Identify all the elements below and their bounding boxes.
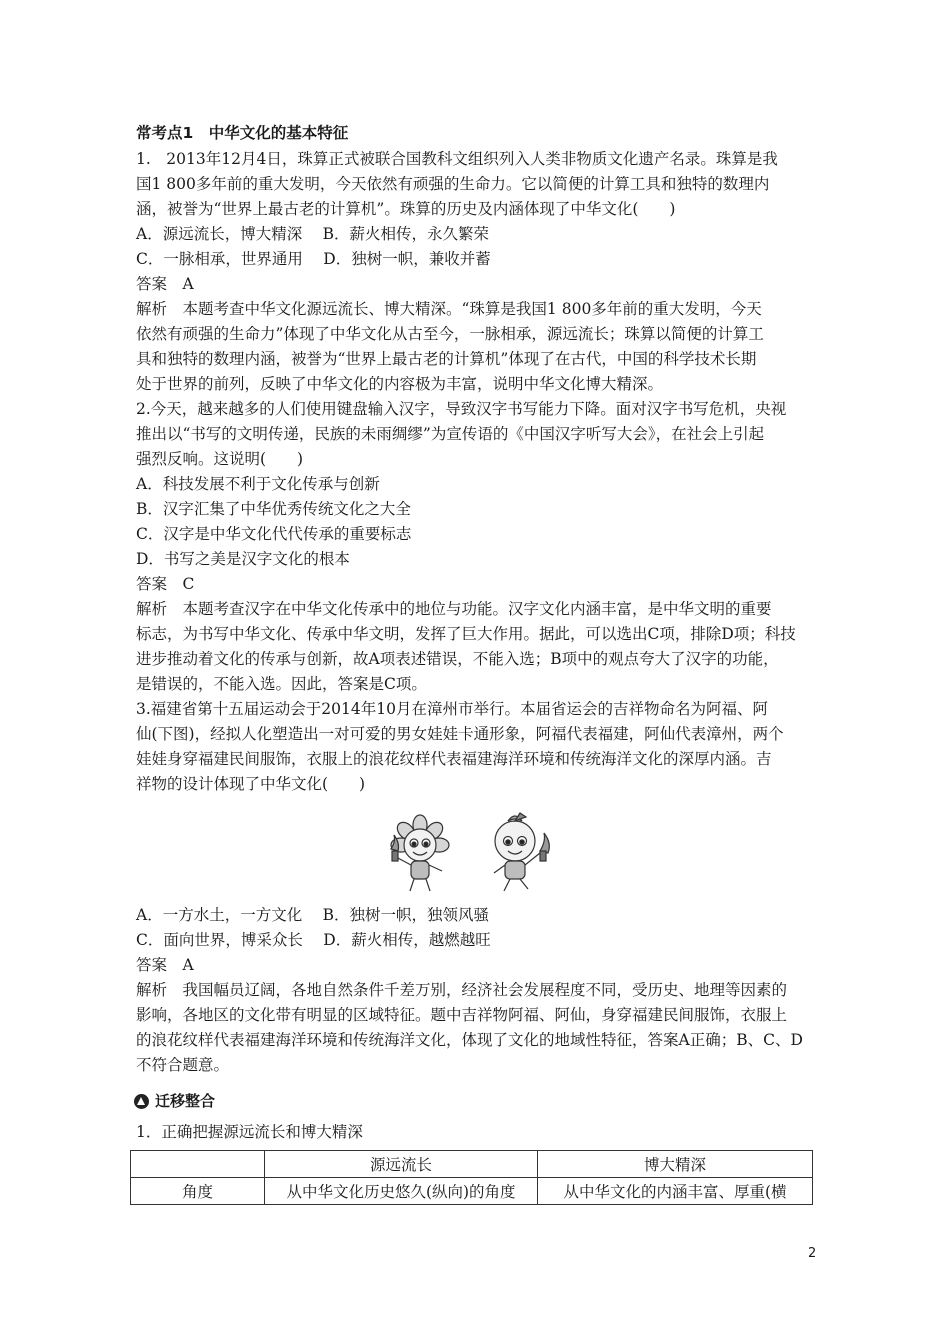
q3-line: 娃娃身穿福建民间服饰，衣服上的浪花纹样代表福建海洋环境和传统海洋文化的深厚内涵。吉 [136, 750, 772, 768]
comparison-table [130, 1150, 813, 1205]
table-cell: 从中华文化的内涵丰富、厚重(横 [538, 1178, 813, 1205]
table-cell [131, 1151, 265, 1178]
mascot-axian [494, 813, 549, 891]
table-header-row [131, 1151, 813, 1178]
q3-option: A．一方水土，一方文化 B．独树一帜，独领风骚 [136, 906, 490, 924]
q1-option: C．一脉相承，世界通用 D．独树一帜，兼收并蓄 [136, 250, 491, 268]
q1-analysis: 处于世界的前列，反映了中华文化的内容极为丰富，说明中华文化博大精深。 [136, 375, 664, 393]
q2-analysis: 进步推动着文化的传承与创新，故A项表述错误，不能入选；B项中的观点夸大了汉字的功能， [136, 650, 779, 668]
q3-line: 3.福建省第十五届运动会于2014年10月在漳州市举行。本届省运会的吉祥物命名为阿福、阿 [136, 700, 768, 718]
q2-option: B．汉字汇集了中华优秀传统文化之大全 [136, 500, 411, 518]
section-title: 常考点1 中华文化的基本特征 [136, 124, 349, 142]
q2-answer: 答案 C [136, 575, 195, 593]
q3-analysis: 解析 我国幅员辽阔，各地自然条件千差万别，经济社会发展程度不同，受历史、地理等因素的 [136, 981, 788, 999]
triangle-circle-icon [134, 1094, 149, 1109]
q1-line: 涵，被誉为“世界上最古老的计算机”。珠算的历史及内涵体现了中华文化( ) [136, 200, 676, 218]
q1-analysis: 解析 本题考查中华文化源远流长、博大精深。“珠算是我国1 800多年前的重大发明，今天 [136, 300, 762, 318]
q2-analysis: 标志，为书写中华文化、传承中华文明，发挥了巨大作用。据此，可以选出C项，排除D项；科技 [136, 625, 796, 643]
q3-line: 仙(下图)，经拟人化塑造出一对可爱的男女娃娃卡通形象，阿福代表福建，阿仙代表漳州，两个 [136, 725, 784, 743]
q2-option: C．汉字是中华文化代代传承的重要标志 [136, 525, 412, 543]
q3-analysis: 影响，各地区的文化带有明显的区域特征。题中吉祥物阿福、阿仙，身穿福建民间服饰，衣服上 [136, 1006, 788, 1024]
q1-answer: 答案 A [136, 275, 194, 293]
q2-line: 强烈反响。这说明( ) [136, 450, 304, 468]
section-heading [134, 1090, 215, 1112]
q2-line: 2.今天，越来越多的人们使用键盘输入汉字，导致汉字书写能力下降。面对汉字书写危机，央视 [136, 400, 787, 418]
page-number: 2 [808, 1246, 817, 1261]
table-cell: 角度 [131, 1178, 265, 1205]
q2-option: A．科技发展不利于文化传承与创新 [136, 475, 380, 493]
table-cell: 源远流长 [265, 1151, 538, 1178]
q1-analysis: 具和独特的数理内涵，被誉为“世界上最古老的计算机”体现了在古代，中国的科学技术长期 [136, 350, 757, 368]
table-cell: 从中华文化历史悠久(纵向)的角度 [265, 1178, 538, 1205]
q1-analysis: 依然有顽强的生命力”体现了中华文化从古至今，一脉相承，源远流长；珠算以简便的计算工 [136, 325, 764, 343]
q3-option: C．面向世界，博采众长 D．薪火相传，越燃越旺 [136, 931, 491, 949]
q1-line: 1. 2013年12月4日，珠算正式被联合国教科文组织列入人类非物质文化遗产名录。珠算是我 [136, 150, 778, 168]
q2-analysis: 是错误的，不能入选。因此，答案是C项。 [136, 675, 427, 693]
table-row [131, 1178, 813, 1205]
q2-analysis: 解析 本题考查汉字在中华文化传承中的地位与功能。汉字文化内涵丰富，是中华文明的重要 [136, 600, 772, 618]
q3-analysis: 的浪花纹样代表福建海洋环境和传统海洋文化，体现了文化的地域性特征，答案A正确；B、C、D [136, 1031, 803, 1049]
mascot-afu [391, 815, 449, 891]
q3-answer: 答案 A [136, 956, 194, 974]
table-cell: 博大精深 [538, 1151, 813, 1178]
q2-option: D．书写之美是汉字文化的根本 [136, 550, 350, 568]
q3-analysis: 不符合题意。 [136, 1056, 230, 1074]
section-heading-label: 迁移整合 [155, 1092, 216, 1110]
q3-line: 祥物的设计体现了中华文化( ) [136, 775, 366, 793]
q2-line: 推出以“书写的文明传递，民族的未雨绸缪”为宣传语的《中国汉字听写大会》，在社会上引起 [136, 425, 765, 443]
section-item: 1．正确把握源远流长和博大精深 [136, 1123, 363, 1141]
q1-option: A．源远流长，博大精深 B．薪火相传，永久繁荣 [136, 225, 490, 243]
mascot-illustration [380, 805, 570, 897]
q1-line: 国1 800多年前的重大发明，今天依然有顽强的生命力。它以简便的计算工具和独特的数理内 [136, 175, 770, 193]
